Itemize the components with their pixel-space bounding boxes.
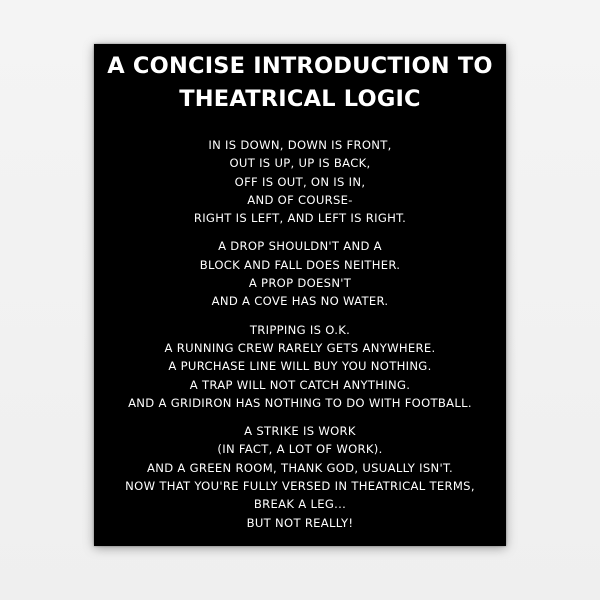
poster-title-line-2: THEATRICAL LOGIC: [179, 86, 421, 112]
stanza-1: [94, 136, 506, 227]
poem-line: A PROP DOESN'T: [248, 276, 352, 291]
poem-line: BREAK A LEG...: [253, 497, 347, 512]
poem-line: AND OF COURSE-: [247, 192, 353, 207]
poem-line: OUT IS UP, UP IS BACK,: [229, 156, 371, 171]
poster-title: [94, 50, 506, 116]
poem-line: BUT NOT REALLY!: [246, 515, 354, 530]
poem-line: AND A GRIDIRON HAS NOTHING TO DO WITH FOOTBALL.: [128, 395, 472, 410]
poem-line: AND A COVE HAS NO WATER.: [211, 294, 389, 309]
poem-line: (IN FACT, A LOT OF WORK).: [217, 442, 383, 457]
poem-line: RIGHT IS LEFT, AND LEFT IS RIGHT.: [193, 211, 407, 226]
stanza-4: [94, 422, 506, 532]
poem-line: A RUNNING CREW RARELY GETS ANYWHERE.: [164, 340, 436, 355]
poem-line: OFF IS OUT, ON IS IN,: [234, 174, 366, 189]
poem-line: NOW THAT YOU'RE FULLY VERSED IN THEATRICAL TERMS,: [125, 479, 475, 494]
stanza-3: [94, 321, 506, 412]
poem-line: A DROP SHOULDN'T AND A: [218, 239, 382, 254]
poem-line: A STRIKE IS WORK: [244, 424, 356, 439]
poem-line: A PURCHASE LINE WILL BUY YOU NOTHING.: [168, 359, 432, 374]
poster-title-line-1: A CONCISE INTRODUCTION TO: [107, 53, 493, 79]
poem-body: [94, 136, 506, 532]
poem-line: A TRAP WILL NOT CATCH ANYTHING.: [189, 377, 411, 392]
poster: [94, 44, 506, 546]
poem-line: TRIPPING IS O.K.: [249, 322, 351, 337]
stanza-2: [94, 237, 506, 310]
poem-line: AND A GREEN ROOM, THANK GOD, USUALLY ISN'T.: [147, 460, 453, 475]
poem-line: BLOCK AND FALL DOES NEITHER.: [199, 257, 401, 272]
poem-line: IN IS DOWN, DOWN IS FRONT,: [208, 138, 392, 152]
